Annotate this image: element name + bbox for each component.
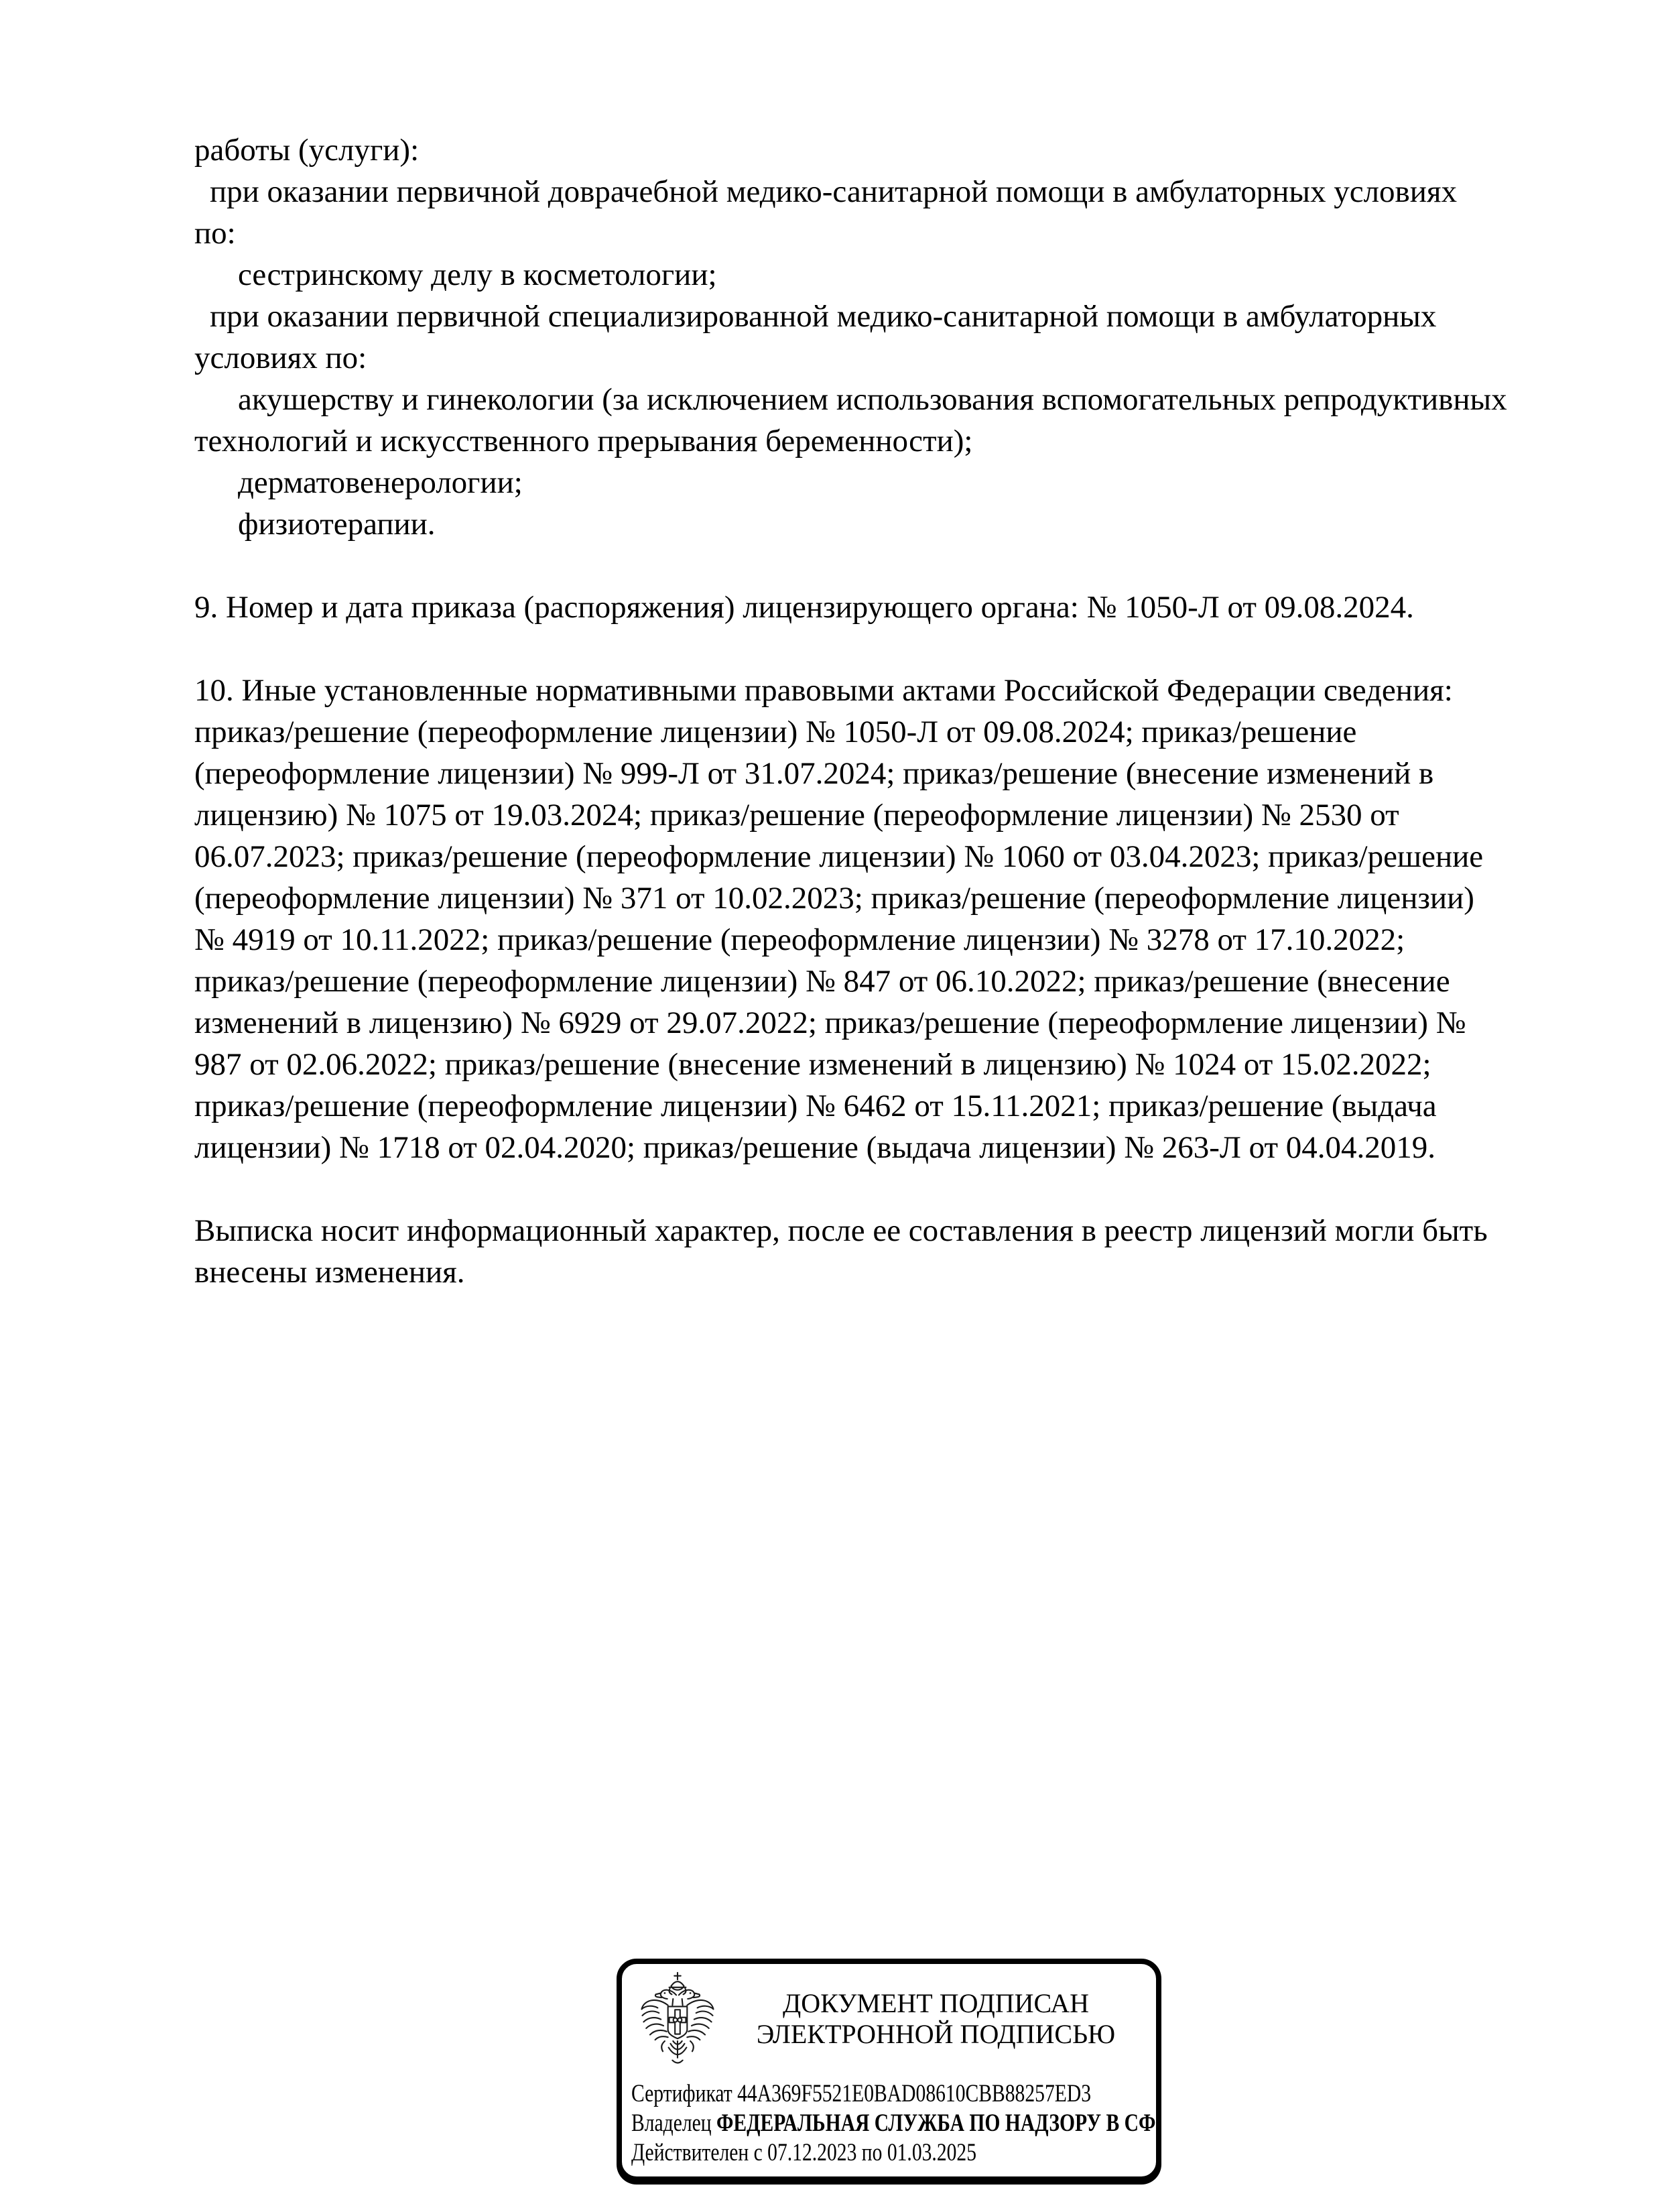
text-line: (переоформление лицензии) № 371 от 10.02.2023; приказ/решение (переоформление лицензии) <box>194 881 1474 916</box>
electronic-signature-stamp <box>617 1959 1161 2182</box>
note-paragraph <box>194 1210 1511 1293</box>
text-line: по: <box>194 216 236 251</box>
text-line: изменений в лицензию) № 6929 от 29.07.2022; приказ/решение (переоформление лицензии) № <box>194 1005 1466 1040</box>
text-line: Выписка носит информационный характер, после ее составления в реестр лицензий могли быть <box>194 1213 1488 1248</box>
stamp-title <box>720 1971 1152 2050</box>
text-line: при оказании первичной доврачебной медико-санитарной помощи в амбулаторных условиях <box>210 174 1458 209</box>
text-line: сестринскому делу в косметологии; <box>238 257 717 292</box>
validity-line: Действителен с 07.12.2023 по 01.03.2025 <box>631 2139 977 2166</box>
text-line: 10. Иные установленные нормативными правовыми актами Российской Федерации сведения: <box>194 673 1453 708</box>
text-line: 987 от 02.06.2022; приказ/решение (внесение изменений в лицензию) № 1024 от 15.02.2022; <box>194 1047 1431 1082</box>
text-line: № 4919 от 10.11.2022; приказ/решение (переоформление лицензии) № 3278 от 17.10.2022; <box>194 922 1405 957</box>
document-body <box>194 129 1511 1293</box>
text-line: работы (услуги): <box>194 133 420 168</box>
text-line: внесены изменения. <box>194 1255 465 1290</box>
text-line: лицензии) № 1718 от 02.04.2020; приказ/решение (выдача лицензии) № 263-Л от 04.04.2019. <box>194 1130 1436 1165</box>
text-line: физиотерапии. <box>238 507 436 542</box>
text-line: (переоформление лицензии) № 999-Л от 31.07.2024; приказ/решение (внесение изменений в <box>194 756 1434 791</box>
owner-line <box>631 2109 1156 2138</box>
text-line: 9. Номер и дата приказа (распоряжения) лицензирующего органа: № 1050-Л от 09.08.2024. <box>194 590 1414 625</box>
text-line: технологий и искусственного прерывания беременности); <box>194 424 973 458</box>
owner-label: Владелец <box>631 2109 712 2137</box>
text-line: приказ/решение (переоформление лицензии) № 847 от 06.10.2022; приказ/решение (внесение <box>194 964 1450 999</box>
certificate-value: 44A369F5521E0BAD08610CBB88257ED3 <box>737 2080 1092 2107</box>
owner-value: ФЕДЕРАЛЬНАЯ СЛУЖБА ПО НАДЗОРУ В СФ <box>716 2109 1156 2137</box>
roszdravnadzor-eagle-icon <box>635 1971 720 2070</box>
stamp-header <box>622 1964 1156 2078</box>
text-line: акушерству и гинекологии (за исключением использования вспомогательных репродуктивных <box>238 382 1507 417</box>
text-line: лицензию) № 1075 от 19.03.2024; приказ/решение (переоформление лицензии) № 2530 от <box>194 798 1399 833</box>
stamp-info <box>622 2078 1156 2168</box>
certificate-label: Сертификат <box>631 2080 732 2107</box>
item10-paragraph <box>194 670 1511 1168</box>
text-line: приказ/решение (переоформление лицензии) № 6462 от 15.11.2021; приказ/решение (выдача <box>194 1089 1437 1123</box>
text-line: условиях по: <box>194 341 367 375</box>
text-line: приказ/решение (переоформление лицензии) № 1050-Л от 09.08.2024; приказ/решение <box>194 715 1357 749</box>
stamp-title-line2: ЭЛЕКТРОННОЙ ПОДПИСЬЮ <box>756 2019 1116 2049</box>
text-line: дерматовенерологии; <box>238 465 523 500</box>
item9-paragraph <box>194 587 1511 628</box>
stamp-title-line1: ДОКУМЕНТ ПОДПИСАН <box>783 1988 1089 2018</box>
text-line: при оказании первичной специализированной медико-санитарной помощи в амбулаторных <box>210 299 1437 334</box>
text-line: 06.07.2023; приказ/решение (переоформление лицензии) № 1060 от 03.04.2023; приказ/решение <box>194 839 1484 874</box>
works-section <box>194 129 1511 545</box>
certificate-line <box>631 2079 1156 2109</box>
